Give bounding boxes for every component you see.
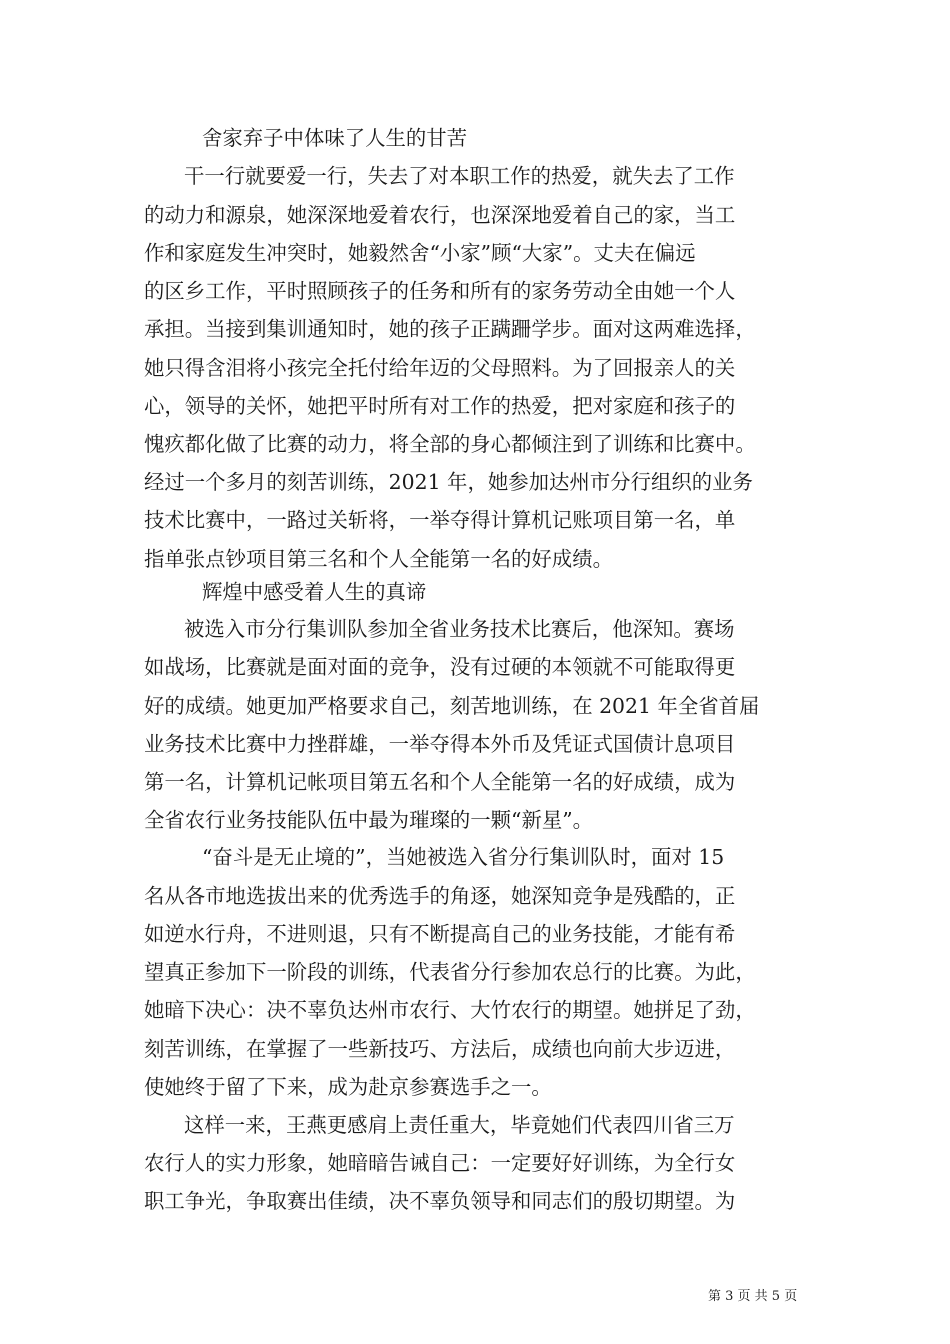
section-heading-line: 舍家弃子中体味了人生的甘苦: [202, 126, 468, 150]
paragraph-line: 的动力和源泉，她深深地爱着农行，也深深地爱着自己的家，当工: [144, 203, 736, 227]
paragraph-line: 好的成绩。她更加严格要求自己，刻苦地训练，在 2021 年全省首届: [144, 694, 760, 718]
page-number: 第 3 页 共 5 页: [708, 1289, 798, 1304]
paragraph-line: 第一名，计算机记帐项目第五名和个人全能第一名的好成绩，成为: [144, 770, 736, 794]
paragraph-line: 干一行就要爱一行，失去了对本职工作的热爱，就失去了工作: [184, 164, 735, 188]
paragraph-line: 被选入市分行集训队参加全省业务技术比赛后，他深知。赛场: [184, 617, 735, 641]
paragraph-line: 如逆水行舟，不进则退，只有不断提高自己的业务技能，才能有希: [144, 922, 736, 946]
paragraph-line: 的区乡工作，平时照顾孩子的任务和所有的家务劳动全由她一个人: [144, 279, 736, 303]
paragraph-line: 作和家庭发生冲突时，她毅然舍“小家”顾“大家”。丈夫在偏远: [144, 241, 696, 265]
paragraph-line: 名从各市地选拔出来的优秀选手的角逐，她深知竞争是残酷的，正: [144, 884, 736, 908]
paragraph-line: 心，领导的关怀，她把平时所有对工作的热爱，把对家庭和孩子的: [144, 394, 736, 418]
paragraph-line: 使她终于留了下来，成为赴京参赛选手之一。: [144, 1075, 552, 1099]
paragraph-line: 技术比赛中，一路过关斩将，一举夺得计算机记账项目第一名，单: [144, 508, 736, 532]
paragraph-line: 经过一个多月的刻苦训练，2021 年，她参加达州市分行组织的业务: [144, 470, 753, 494]
paragraph-line: 望真正参加下一阶段的训练，代表省分行参加农总行的比赛。为此，: [144, 960, 756, 984]
paragraph-line: 她暗下决心：决不辜负达州市农行、大竹农行的期望。她拼足了劲，: [144, 998, 756, 1022]
paragraph-line: 愧疚都化做了比赛的动力，将全部的身心都倾注到了训练和比赛中。: [144, 432, 756, 456]
section-heading-line: “奋斗是无止境的”，当她被选入省分行集训队时，面对 15: [202, 845, 725, 869]
paragraph-line: 农行人的实力形象，她暗暗告诫自己：一定要好好训练，为全行女: [144, 1151, 736, 1175]
paragraph-line: 全省农行业务技能队伍中最为璀璨的一颗“新星”。: [144, 808, 594, 832]
paragraph-line: 她只得含泪将小孩完全托付给年迈的父母照料。为了回报亲人的关: [144, 356, 736, 380]
paragraph-line: 业务技术比赛中力挫群雄，一举夺得本外币及凭证式国债计息项目: [144, 732, 736, 756]
paragraph-line: 指单张点钞项目第三名和个人全能第一名的好成绩。: [144, 547, 613, 571]
paragraph-line: 这样一来，王燕更感肩上责任重大，毕竟她们代表四川省三万: [184, 1113, 735, 1137]
paragraph-line: 刻苦训练，在掌握了一些新技巧、方法后，成绩也向前大步迈进，: [144, 1037, 736, 1061]
paragraph-line: 承担。当接到集训通知时，她的孩子正蹒跚学步。面对这两难选择，: [144, 317, 756, 341]
section-heading-line: 辉煌中感受着人生的真谛: [202, 580, 427, 604]
paragraph-line: 如战场，比赛就是面对面的竞争，没有过硬的本领就不可能取得更: [144, 655, 736, 679]
paragraph-line: 职工争光，争取赛出佳绩，决不辜负领导和同志们的殷切期望。为: [144, 1189, 736, 1213]
